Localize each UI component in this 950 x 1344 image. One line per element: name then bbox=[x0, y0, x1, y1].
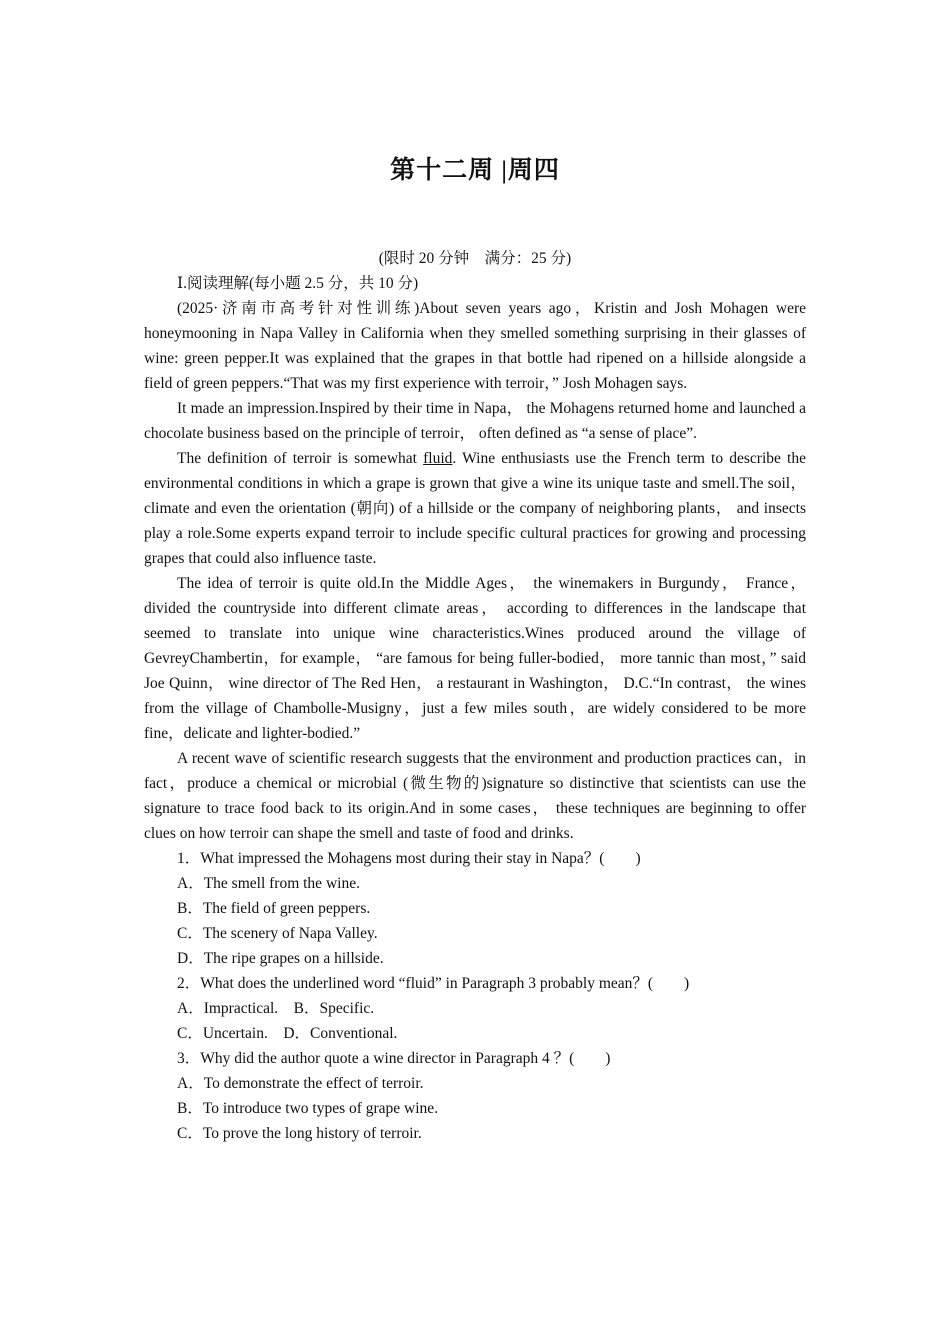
passage-paragraph-5: A recent wave of scientific research suggests that the environment and production practices can，in fact，produce a chemical or microbial (微生物的)signature so distinctive that scientists can use the signature to trace food back to its origin.And in some cases， these techniques are beginning to offer clues on how terroir can shape the smell and taste of food and drinks. bbox=[144, 750, 806, 842]
question-2-options-ab: A．Impractical. B．Specific. bbox=[177, 1000, 375, 1017]
passage-paragraph-3 bbox=[144, 446, 806, 571]
question-3-option-c: C．To prove the long history of terroir. bbox=[177, 1125, 422, 1142]
passage-paragraph-4: The idea of terroir is quite old.In the Middle Ages， the winemakers in Burgundy， France， divided the countryside into different climate areas， according to differences in the landscape that seemed to translate into unique wine characteristics.Wines produced around the village of GevreyChambertin，for example， “are famous for being fuller-bodied， more tannic than most，” said Joe Quinn， wine director of The Red Hen， a restaurant in Washington， D.C.“In contrast， the wines from the village of Chambolle-Musigny，just a few miles south，are widely considered to be more fine，delicate and lighter-bodied.” bbox=[144, 575, 806, 742]
document-page bbox=[144, 150, 806, 1146]
p3-text-before: The definition of terroir is somewhat bbox=[177, 450, 424, 467]
passage-paragraph-1: (2025·济南市高考针对性训练)About seven years ago，Kristin and Josh Mohagen were honeymooning in Napa Valley in California when they smelled something surprising in their glasses of wine: green pepper.It was explained that the grapes in that bottle had ripened on a hillside alongside a field of green peppers.“That was my first experience with terroir，” Josh Mohagen says. bbox=[144, 300, 806, 392]
question-2: 2．What does the underlined word “fluid” in Paragraph 3 probably mean？( ) bbox=[177, 975, 690, 992]
question-3-option-a: A．To demonstrate the effect of terroir. bbox=[177, 1075, 424, 1092]
question-1: 1．What impressed the Mohagens most during their stay in Napa？( ) bbox=[177, 850, 641, 867]
question-3-option-b: B．To introduce two types of grape wine. bbox=[177, 1100, 439, 1117]
section-heading: Ⅰ.阅读理解(每小题 2.5 分，共 10 分) bbox=[177, 275, 419, 292]
time-limit: (限时 20 分钟 满分：25 分) bbox=[378, 250, 572, 267]
page-title: 第十二周 |周四 bbox=[390, 157, 560, 184]
question-1-option-c: C．The scenery of Napa Valley. bbox=[177, 925, 378, 942]
question-1-option-b: B．The field of green peppers. bbox=[177, 900, 371, 917]
question-3: 3．Why did the author quote a wine director in Paragraph 4 ？( ) bbox=[177, 1050, 611, 1067]
p3-text-after: . Wine enthusiasts use the French term to describe the environmental conditions in which a grape is grown that give a wine its unique taste and smell.The soil， climate and even the orientation (朝向) of a hillside or the company of neighboring plants， and insects play a role.Some experts expand terroir to include specific cultural practices for growing and processing grapes that could also influence taste. bbox=[144, 450, 806, 567]
question-1-option-d: D．The ripe grapes on a hillside. bbox=[177, 950, 384, 967]
underlined-word: fluid bbox=[423, 450, 453, 467]
passage-paragraph-2: It made an impression.Inspired by their time in Napa， the Mohagens returned home and launched a chocolate business based on the principle of terroir， often defined as “a sense of place”. bbox=[144, 400, 806, 442]
question-1-option-a: A．The smell from the wine. bbox=[177, 875, 360, 892]
question-2-options-cd: C．Uncertain. D．Conventional. bbox=[177, 1025, 398, 1042]
